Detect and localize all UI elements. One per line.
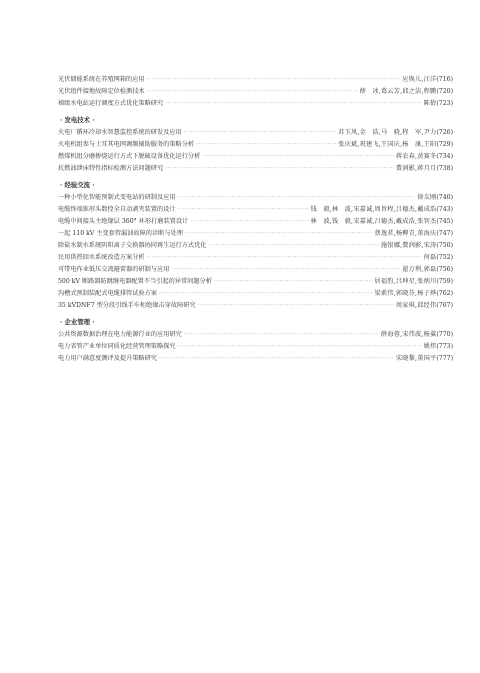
toc-entry[interactable] (58, 240, 453, 252)
entry-authors: 薛 冰,葛云芳,邱之洁,程 (359, 88, 430, 95)
entry-authors: 蔡逸茗,杨柳青,董海庆 (374, 230, 437, 237)
toc-entry[interactable] (58, 276, 453, 288)
dot-leader (196, 139, 336, 151)
dot-leader (159, 288, 373, 300)
entry-page-number: (767) (436, 302, 453, 309)
dot-leader (171, 264, 400, 276)
entry-page-number: (762) (436, 290, 453, 297)
entry-title: 梯级水电站运行调度方式优化策略研究 (58, 100, 164, 107)
entry-page-number: (747) (436, 230, 453, 237)
entry-authors: 苏玉凤,金 浩,马 骁,程 军,尹 (338, 129, 430, 136)
dot-leader (165, 163, 394, 175)
entry-title: 沟槽式预制装配式电缆排管试验方案 (58, 290, 157, 297)
section-heading: · 经验交流 · (60, 181, 95, 189)
entry-page-number: (777) (436, 355, 453, 362)
entry-title: 抗燃油泄床特性指标检测方法问题研究 (58, 165, 164, 172)
entry-authors: 姚 (423, 343, 430, 350)
dot-leader (185, 228, 373, 240)
entry-title: 火电厂循环冷却水智慧监控系统的研发及应用 (58, 129, 182, 136)
entry-title: 光伏储能系统在养殖网箱的应用 (58, 76, 145, 83)
entry-authors: 张庆斌,祝建飞,王国庆,杨 康,王 (338, 141, 430, 148)
entry-authors-tail: 涛 (429, 242, 437, 249)
toc-entry[interactable] (58, 139, 453, 151)
entry-page-number: (723) (436, 100, 453, 107)
dot-leader (184, 329, 379, 341)
section-heading: · 发电技术 · (60, 116, 95, 124)
section-heading: · 企业管理 · (60, 318, 95, 326)
toc-entry[interactable] (58, 74, 453, 86)
toc-entry[interactable] (58, 127, 453, 139)
entry-authors: 周家琪,邱经伟 (395, 302, 437, 309)
entry-title: 电力省管产业单位同质化经营管理策略探究 (58, 343, 176, 350)
entry-page-number: (756) (436, 266, 453, 273)
entry-authors: 陈 (423, 100, 430, 107)
dot-leader (184, 127, 337, 139)
dot-leader (147, 74, 401, 86)
entry-authors: 蒋农春,黄赛冬 (395, 153, 437, 160)
entry-title: 火电机组参与土耳其电网调频辅助服务的策略分析 (58, 141, 195, 148)
dot-leader (147, 252, 422, 264)
entry-authors-tail: 磊 (429, 254, 437, 261)
toc-entry[interactable] (58, 216, 453, 228)
dot-leader (159, 353, 394, 365)
toc-entry[interactable] (58, 86, 453, 98)
entry-authors-tail: 翼 (429, 331, 437, 338)
entry-authors: 钱 毅,林 波,宋嘉诚,周旨程,吕德杰,戴成浩 (310, 206, 437, 213)
toc-entry[interactable] (58, 204, 453, 216)
entry-page-number: (720) (436, 88, 453, 95)
entry-page-number: (738) (436, 165, 453, 172)
dot-leader (165, 98, 421, 110)
entry-page-number: (729) (436, 141, 453, 148)
entry-authors: 施银娜,費润影,宋 (380, 242, 430, 249)
entry-title: 燃煤机组分磨掺烧运行方式下脱硫设备优化运行分析 (58, 153, 201, 160)
entry-page-number: (770) (436, 331, 453, 338)
entry-authors-tail: 鹏 (429, 88, 437, 95)
entry-title: 500 kV 断路器防跳继电器配置不当引起的异常问题分析 (58, 278, 212, 285)
entry-title: 公共资源数据治理在电力能源行业的应用研究 (58, 331, 182, 338)
entry-authors: 薛海蓉,宋伟波,杨 (380, 331, 430, 338)
entry-page-number: (734) (436, 153, 453, 160)
toc-entry[interactable] (58, 264, 453, 276)
dot-leader (198, 300, 394, 312)
entry-title: 民用供热回水系统改造方案分析 (58, 254, 145, 261)
entry-authors: 居福豹,吕坤星,张炳川 (374, 278, 437, 285)
entry-page-number: (743) (436, 206, 453, 213)
toc-entry[interactable] (58, 288, 453, 300)
dot-leader (190, 216, 308, 228)
toc-entry[interactable] (58, 300, 453, 312)
entry-authors: 費润影,蒋月月 (395, 165, 437, 172)
dot-leader (178, 204, 309, 216)
entry-page-number: (726) (436, 129, 453, 136)
entry-title: 电力用户满意度测评及提升策略研究 (58, 355, 157, 362)
entry-authors-tail: 磊 (429, 266, 437, 273)
entry-authors-tail: 炜 (429, 343, 437, 350)
entry-authors: 翟万利,郭 (402, 266, 430, 273)
entry-page-number: (752) (436, 254, 453, 261)
entry-page-number: (745) (436, 218, 453, 225)
entry-page-number: (740) (436, 194, 453, 201)
entry-authors: 宋晓黎,董国平 (395, 355, 437, 362)
toc-entry[interactable] (58, 353, 453, 365)
dot-leader (147, 86, 358, 98)
dot-leader (202, 151, 394, 163)
entry-title: 电缆中间接头主绝缘层 360° 环形打磨装置设计 (58, 218, 189, 225)
entry-authors-tail: 倩 (429, 100, 437, 107)
entry-page-number: (773) (436, 343, 453, 350)
toc-entry[interactable] (58, 228, 453, 240)
toc-entry[interactable] (58, 163, 453, 175)
entry-title: 一种小型化智能预制式变电站的研制及应用 (58, 194, 176, 201)
toc-entry[interactable] (58, 98, 453, 110)
entry-authors: 梁素伟,郭晓芬,杨子烨 (374, 290, 437, 297)
entry-title: 光伏组件接地故障定位检测技术 (58, 88, 145, 95)
entry-page-number: (750) (436, 242, 453, 249)
entry-authors-tail: 洋 (429, 76, 437, 83)
entry-authors-tail: 阳 (429, 141, 437, 148)
entry-authors: 徐友刚 (417, 194, 437, 201)
toc-entry[interactable] (58, 252, 453, 264)
toc-entry[interactable] (58, 192, 453, 204)
dot-leader (214, 276, 373, 288)
toc-entry[interactable] (58, 151, 453, 163)
entry-page-number: (716) (436, 76, 453, 83)
entry-title: 电缆终端锥形头数控全自动剥夹装置的设计 (58, 206, 176, 213)
dot-leader (209, 240, 379, 252)
dot-leader (178, 341, 422, 353)
entry-title: 除盐水制水系统阴阳离子交换器协同再生运行方式优化 (58, 242, 207, 249)
entry-title: 一起 110 kV 主变套管漏油故障的诊断与处理 (58, 230, 183, 237)
entry-authors: 何 (423, 254, 430, 261)
dot-leader (178, 192, 416, 204)
table-of-contents (58, 68, 453, 365)
entry-authors: 林 波,钱 毅,宋嘉诚,吕德杰,戴成浩,张智杰 (310, 218, 437, 225)
entry-page-number: (759) (436, 278, 453, 285)
toc-entry[interactable] (58, 341, 453, 353)
entry-title: 可带电作业低压交流避雷器的研制与应用 (58, 266, 170, 273)
toc-entry[interactable] (58, 329, 453, 341)
entry-authors-tail: 力 (429, 129, 437, 136)
entry-title: 35 kVDNF7 型分段引线手车柜绝缘击穿故障研究 (58, 302, 196, 309)
entry-authors: 应焕儿,汪 (402, 76, 430, 83)
